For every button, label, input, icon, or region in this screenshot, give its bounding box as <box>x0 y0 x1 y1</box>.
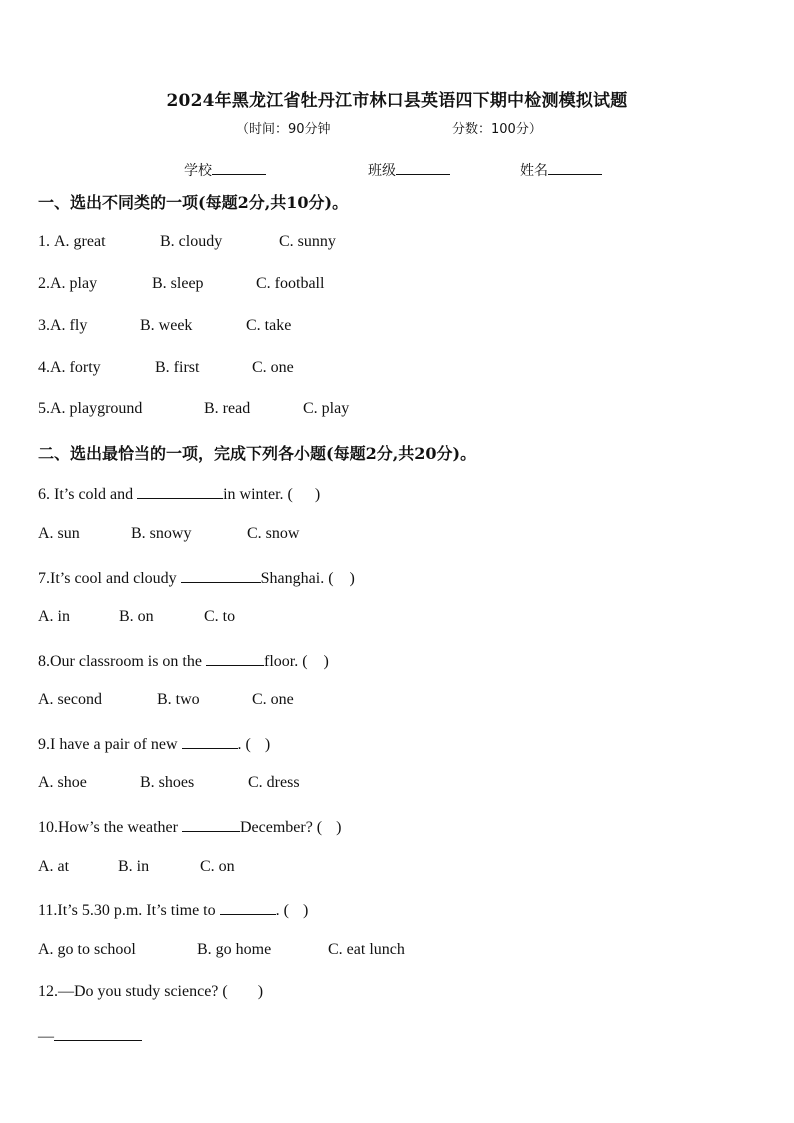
option-c: C. take <box>246 317 292 334</box>
stem-text-end: Shanghai. ( <box>260 570 334 587</box>
question-10-options <box>38 858 235 876</box>
question-number: 4. <box>38 359 50 376</box>
close-paren: ) <box>336 819 342 836</box>
question-number: 5. <box>38 400 50 417</box>
option-a: A. in <box>38 608 70 625</box>
answer-dash: — <box>38 1028 54 1045</box>
stem-text-end: December? ( <box>239 819 323 836</box>
option-c: C. football <box>256 275 325 292</box>
stem-text-end: in winter. ( <box>223 486 293 503</box>
question-11-stem <box>38 899 308 920</box>
question-11-options <box>38 941 405 959</box>
answer-blank[interactable] <box>182 816 240 832</box>
question-9-stem <box>38 733 270 754</box>
close-paren: ) <box>302 902 309 919</box>
option-c: C. dress <box>248 774 300 791</box>
option-a: A. sun <box>38 525 80 542</box>
question-number: 2. <box>38 275 50 292</box>
question-1 <box>38 233 336 251</box>
question-9-options <box>38 774 300 792</box>
option-a: A. fly <box>50 317 88 334</box>
option-c: C. snow <box>247 525 300 542</box>
option-b: B. sleep <box>152 275 204 292</box>
question-8-stem <box>38 650 329 671</box>
question-2 <box>38 275 325 293</box>
option-b: B. snowy <box>131 525 192 542</box>
option-c: C. sunny <box>279 233 336 250</box>
option-a: A. go to school <box>38 941 136 958</box>
exam-time: （时间：90分钟 <box>236 122 331 137</box>
stem-text-end: . ( <box>275 902 289 919</box>
option-a: A. shoe <box>38 774 87 791</box>
option-c: C. eat lunch <box>328 941 405 958</box>
option-c: C. on <box>200 858 235 875</box>
answer-blank[interactable] <box>181 567 261 583</box>
option-a: A. great <box>54 233 106 250</box>
option-b: B. go home <box>197 941 272 958</box>
close-paren: ) <box>257 983 264 1000</box>
option-a: A. forty <box>50 359 101 376</box>
stem-text: 10.How’s the weather <box>38 819 182 836</box>
option-c: C. play <box>303 400 350 417</box>
school-field <box>184 160 266 180</box>
page-title: 2024年黑龙江省牡丹江市林口县英语四下期中检测模拟试题 <box>166 91 628 111</box>
question-12-stem <box>38 983 263 1001</box>
option-c: C. to <box>204 608 236 625</box>
option-b: B. two <box>157 691 200 708</box>
name-input-line[interactable] <box>548 160 602 175</box>
question-5 <box>38 400 350 418</box>
question-4 <box>38 359 294 377</box>
school-label: 学校 <box>184 163 212 179</box>
section-1-heading: 一、选出不同类的一项(每题2分,共10分)。 <box>38 193 349 212</box>
stem-text: 11.It’s 5.30 p.m. It’s time to <box>38 902 220 919</box>
option-a: A. play <box>50 275 98 292</box>
question-12-answer <box>38 1025 142 1046</box>
close-paren: ) <box>314 486 321 503</box>
class-label: 班级 <box>368 163 396 179</box>
option-b: B. shoes <box>140 774 195 791</box>
stem-text: 8.Our classroom is on the <box>38 653 206 670</box>
stem-text: 9.I have a pair of new <box>38 736 182 753</box>
option-c: C. one <box>252 691 294 708</box>
question-number: 1. <box>38 233 54 250</box>
option-b: B. week <box>140 317 193 334</box>
close-paren: ) <box>264 736 271 753</box>
answer-blank[interactable] <box>54 1025 142 1041</box>
option-b: B. first <box>155 359 200 376</box>
stem-text: 6. It’s cold and <box>38 486 138 503</box>
option-b: B. on <box>119 608 154 625</box>
option-b: B. in <box>118 858 150 875</box>
exam-score: 分数：100分） <box>452 122 542 137</box>
section-2-heading: 二、选出最恰当的一项，完成下列各小题(每题2分,共20分)。 <box>38 444 477 463</box>
question-number: 3. <box>38 317 50 334</box>
question-7-options <box>38 608 236 626</box>
question-6-stem <box>38 483 320 504</box>
close-paren: ) <box>349 570 355 587</box>
question-10-stem <box>38 816 341 837</box>
class-input-line[interactable] <box>396 160 450 175</box>
stem-text-end: floor. ( <box>263 653 308 670</box>
name-label: 姓名 <box>520 163 548 179</box>
question-3 <box>38 317 292 335</box>
question-8-options <box>38 691 294 709</box>
class-field <box>368 160 450 180</box>
option-b: B. cloudy <box>160 233 223 250</box>
answer-blank[interactable] <box>182 733 238 749</box>
school-input-line[interactable] <box>212 160 266 175</box>
name-field <box>520 160 602 180</box>
close-paren: ) <box>323 653 329 670</box>
option-a: A. playground <box>50 400 143 417</box>
option-b: B. read <box>204 400 251 417</box>
option-a: A. at <box>38 858 70 875</box>
answer-blank[interactable] <box>206 650 264 666</box>
option-a: A. second <box>38 691 102 708</box>
answer-blank[interactable] <box>220 899 276 915</box>
stem-text-end: . ( <box>237 736 251 753</box>
question-6-options <box>38 525 300 543</box>
answer-blank[interactable] <box>137 483 223 499</box>
stem-text: 12.—Do you study science? ( <box>38 983 228 1000</box>
option-c: C. one <box>252 359 294 376</box>
stem-text: 7.It’s cool and cloudy <box>38 570 181 587</box>
question-7-stem <box>38 567 355 588</box>
